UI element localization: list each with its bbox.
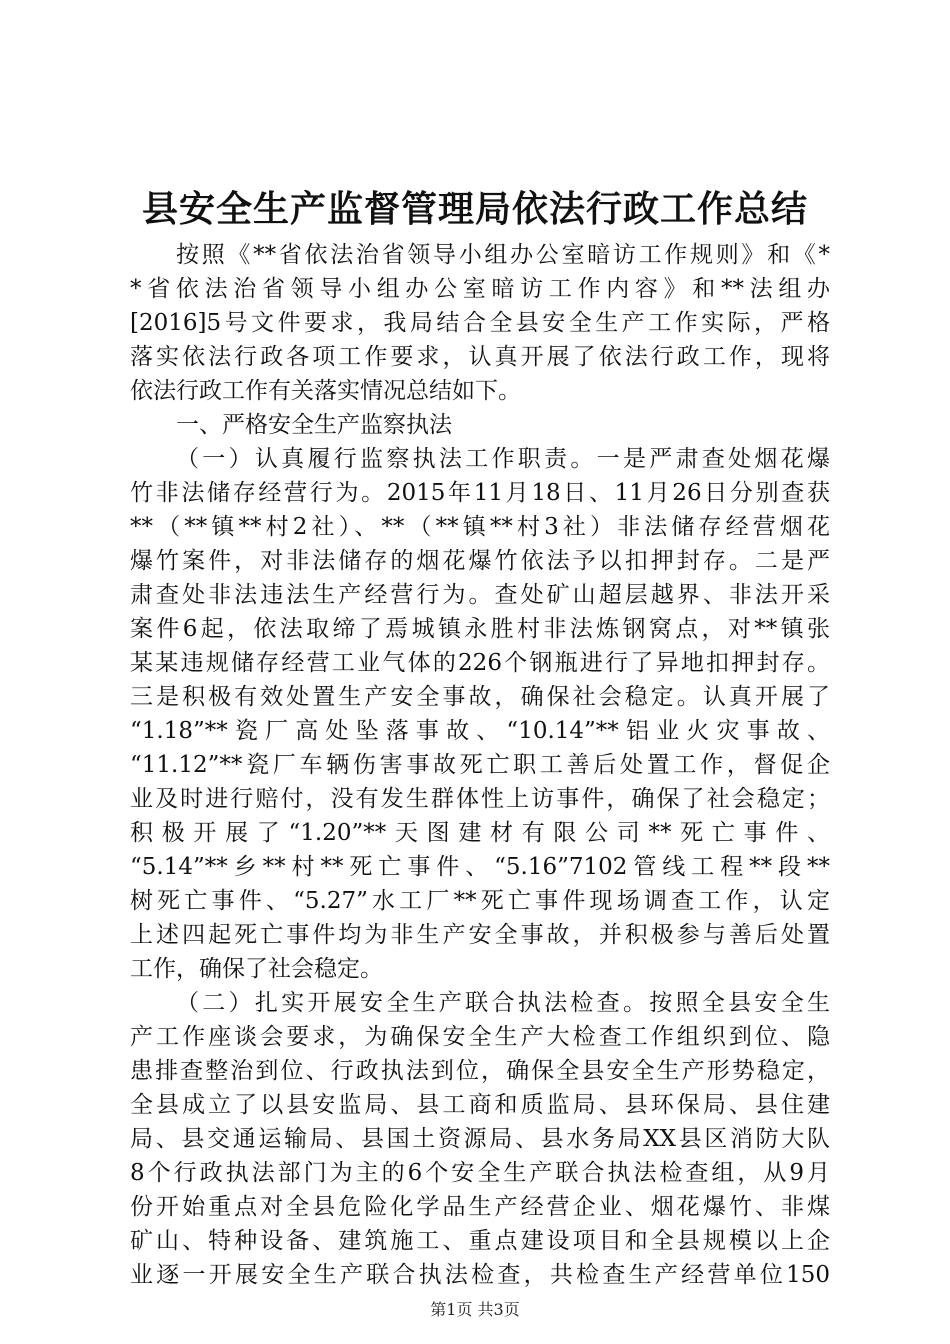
document-title: 县安全生产监督管理局依法行政工作总结 [141,188,808,230]
text-line: 工作，确保了社会稳定。 [130,956,383,982]
text-line: 产工作座谈会要求，为确保安全生产大检查工作组织到位、隐 [130,1024,830,1050]
text-line: 矿山、特种设备、建筑施工、重点建设项目和全县规模以上企 [130,1228,830,1254]
text-line: 8个行政执法部门为主的6个安全生产联合执法检查组，从9月 [130,1160,830,1186]
text-line: 爆竹案件，对非法储存的烟花爆竹依法予以扣押封存。二是严 [130,548,830,574]
text-line: 某某违规储存经营工业气体的226个钢瓶进行了异地扣押封存。 [130,650,830,676]
text-line: 树死亡事件、“5.27”水工厂**死亡事件现场调查工作，认定 [130,888,830,914]
text-line: 全县成立了以县安监局、县工商和质监局、县环保局、县住建 [130,1092,830,1118]
document-body [130,238,830,1292]
text-line: “1.18”**瓷厂高处坠落事故、“10.14”**铝业火灾事故、 [130,718,830,744]
text-line: [2016]5号文件要求，我局结合全县安全生产工作实际，严格 [130,310,830,336]
page-number: 第1页 共3页 [430,1300,520,1319]
text-line: “5.14”**乡**村**死亡事件、“5.16”7102管线工程**段** [130,854,830,880]
text-line: *省依法治省领导小组办公室暗访工作内容》和**法组办 [130,276,830,302]
text-line: **（**镇**村2社）、**（**镇**村3社）非法储存经营烟花 [130,514,830,540]
text-line: 三是积极有效处置生产安全事故，确保社会稳定。认真开展了 [130,684,830,710]
text-line: 局、县交通运输局、县国土资源局、县水务局XX县区消防大队 [130,1126,830,1152]
text-line: 竹非法储存经营行为。2015年11月18日、11月26日分别查获 [130,480,830,506]
text-line: （一）认真履行监察执法工作职责。一是严肃查处烟花爆 [176,446,830,472]
text-line: “11.12”**瓷厂车辆伤害事故死亡职工善后处置工作，督促企 [130,752,830,778]
text-line: 按照《**省依法治省领导小组办公室暗访工作规则》和《* [176,242,830,268]
text-line: 业逐一开展安全生产联合执法检查，共检查生产经营单位150 [130,1262,830,1288]
text-line: 业及时进行赔付，没有发生群体性上访事件，确保了社会稳定； [130,786,830,812]
text-line: 上述四起死亡事件均为非生产安全事故，并积极参与善后处置 [130,922,830,948]
text-line: 案件6起，依法取缔了焉城镇永胜村非法炼钢窝点，对**镇张 [130,616,830,642]
section-heading: 一、严格安全生产监察执法 [176,412,452,438]
text-line: 依法行政工作有关落实情况总结如下。 [130,378,521,404]
text-line: 肃查处非法违法生产经营行为。查处矿山超层越界、非法开采 [130,582,830,608]
text-line: （二）扎实开展安全生产联合执法检查。按照全县安全生 [176,990,830,1016]
text-line: 积极开展了“1.20”**天图建材有限公司**死亡事件、 [130,820,830,846]
text-line: 份开始重点对全县危险化学品生产经营企业、烟花爆竹、非煤 [130,1194,830,1220]
text-line: 患排查整治到位、行政执法到位，确保全县安全生产形势稳定， [130,1058,830,1084]
text-line: 落实依法行政各项工作要求，认真开展了依法行政工作，现将 [130,344,830,370]
